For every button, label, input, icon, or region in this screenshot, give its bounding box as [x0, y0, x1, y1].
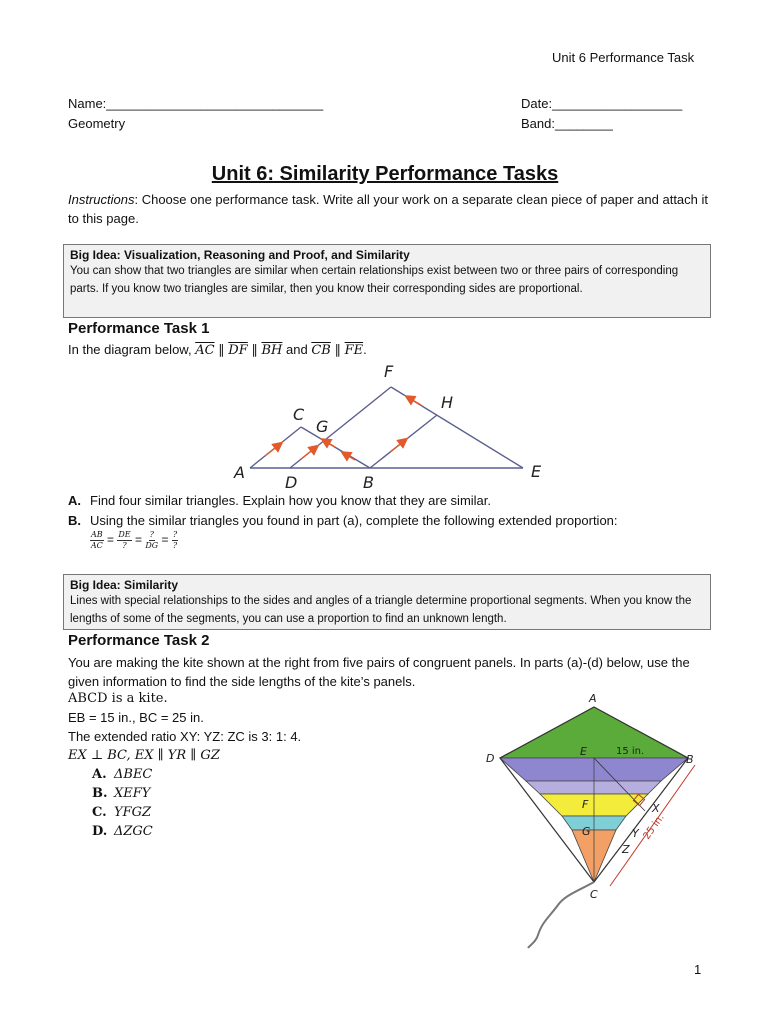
- big-idea-text-2: Lines with special relationships to the sides and angles of a triangle determine proportional segments. When you know the lengths of some of the segments, you can use a proportion to find an unknown length.: [70, 595, 692, 625]
- kite-point-y: Y: [632, 827, 639, 840]
- segment-df: $\overline{DF}$: [228, 343, 248, 358]
- point-h-label: H: [441, 393, 454, 412]
- point-c-label: C: [293, 405, 305, 424]
- kite-vertex-d: D: [486, 752, 495, 765]
- fraction: $\frac{DE}{?}$: [118, 530, 131, 550]
- segment-fe: $\overline{FE}$: [344, 343, 364, 358]
- parallel-lines-diagram: [225, 360, 555, 495]
- point-b-label: B: [363, 473, 374, 492]
- fraction: $\frac{AB}{AC}$: [90, 530, 103, 550]
- kite-vertex-c: C: [590, 888, 598, 901]
- kite-lavender-panel: [526, 781, 661, 794]
- point-d-label: D: [285, 473, 298, 492]
- kite-string: [528, 882, 594, 948]
- given-kite: ABCD is a kite.: [68, 691, 168, 706]
- task2-intro: You are making the kite shown at the right from five pairs of congruent panels. In parts (a)-(d) below, use the given information to find the side lengths of the kite’s panels.: [68, 655, 690, 689]
- length-eb-label: 15 in.: [616, 746, 645, 757]
- page-number: 1: [694, 962, 702, 977]
- kite-point-z: Z: [622, 843, 630, 856]
- parallel-symbol: ∥: [251, 342, 258, 357]
- big-idea-title-2: Big Idea: Similarity: [70, 578, 179, 592]
- fraction: $\frac{?}{?}$: [172, 530, 178, 550]
- kite-vertex-b: B: [686, 753, 694, 766]
- fraction: $\frac{?}{DG}$: [145, 530, 159, 550]
- extended-proportion: $\frac{AB}{AC}$ = $\frac{DE}{?}$ = $\frac{?}{DG}$ = $\frac{?}{?}$: [90, 530, 178, 550]
- kite-point-e: E: [580, 745, 587, 758]
- given-perpendicular-parallel: EX ⊥ BC, EX ∥ YR ∥ GZ: [68, 748, 220, 763]
- point-f-label: F: [384, 362, 394, 381]
- date-field[interactable]: Date:__________________: [521, 96, 683, 111]
- page-title: Unit 6: Similarity Performance Tasks: [211, 163, 559, 185]
- parallel-symbol: ∥: [334, 342, 341, 357]
- kite-point-g: G: [582, 825, 591, 838]
- task1-intro-text: In the diagram below,: [68, 342, 192, 357]
- parallel-arrow: [409, 398, 421, 405]
- task1-intro: In the diagram below, $\overline{AC}$ ∥ $\overline{DF}$ ∥ $\overline{BH}$ and $\overline{CB}$ ∥ $\overline{FE}$.: [68, 342, 367, 358]
- task2-item-b: B. XEFY: [92, 786, 151, 801]
- task2-item-c: C. YFGZ: [92, 805, 152, 820]
- running-header: Unit 6 Performance Task: [552, 50, 695, 65]
- task1-item-a: A. Find four similar triangles. Explain how you know that they are similar.: [68, 493, 492, 508]
- length-bc-label: 25 in.: [641, 812, 667, 842]
- point-e-label: E: [531, 462, 542, 481]
- task2-item-d: D. ΔZGC: [92, 824, 153, 839]
- big-idea-text-1: You can show that two triangles are similar when certain relationships exist between two or three pairs of corresponding parts. If you know two triangles are similar, then you know their corresponding sides are proportional.: [70, 265, 679, 295]
- kite-vertex-a: A: [589, 692, 597, 705]
- parallel-arrow: [325, 441, 335, 447]
- point-g-label: G: [316, 417, 329, 436]
- task2-title: Performance Task 2: [68, 632, 210, 649]
- kite-top-panel: [500, 707, 688, 758]
- course-label: Geometry: [68, 116, 126, 131]
- given-ratio: The extended ratio XY: YZ: ZC is 3: 1: 4.: [68, 729, 302, 744]
- instructions-text: : Choose one performance task. Write all your work on a separate clean piece of paper and attach it to this page.: [68, 192, 709, 226]
- big-idea-title-1: Big Idea: Visualization, Reasoning and Proof, and Similarity: [70, 248, 410, 262]
- big-idea-box-1: [63, 244, 711, 318]
- parallel-arrow: [345, 454, 355, 460]
- task1-title: Performance Task 1: [68, 320, 210, 337]
- and-word: and: [286, 342, 308, 357]
- parallel-arrow: [390, 441, 404, 452]
- kite-point-f: F: [582, 798, 589, 811]
- kite-point-x: X: [652, 802, 660, 815]
- point-a-label: A: [234, 463, 245, 482]
- kite-diagram: [480, 690, 720, 960]
- parallel-symbol: ∥: [218, 342, 225, 357]
- instructions: [68, 190, 708, 228]
- task2-item-a: A. ΔBEC: [92, 767, 153, 782]
- parallel-arrow: [301, 448, 315, 459]
- segment-cb: $\overline{CB}$: [311, 343, 331, 358]
- segment-cb-line: [301, 427, 370, 468]
- task1-item-b: B. Using the similar triangles you found in part (a), complete the following extended proportion:: [68, 513, 618, 528]
- band-field[interactable]: Band:________: [521, 116, 613, 131]
- parallel-arrow: [265, 445, 279, 456]
- given-lengths: EB = 15 in., BC = 25 in.: [68, 710, 204, 725]
- segment-ac: $\overline{AC}$: [195, 343, 215, 358]
- big-idea-box-2: [63, 574, 711, 630]
- name-field[interactable]: Name:______________________________: [68, 96, 324, 111]
- instructions-label: Instructions: [68, 192, 135, 207]
- segment-bh: $\overline{BH}$: [261, 343, 283, 358]
